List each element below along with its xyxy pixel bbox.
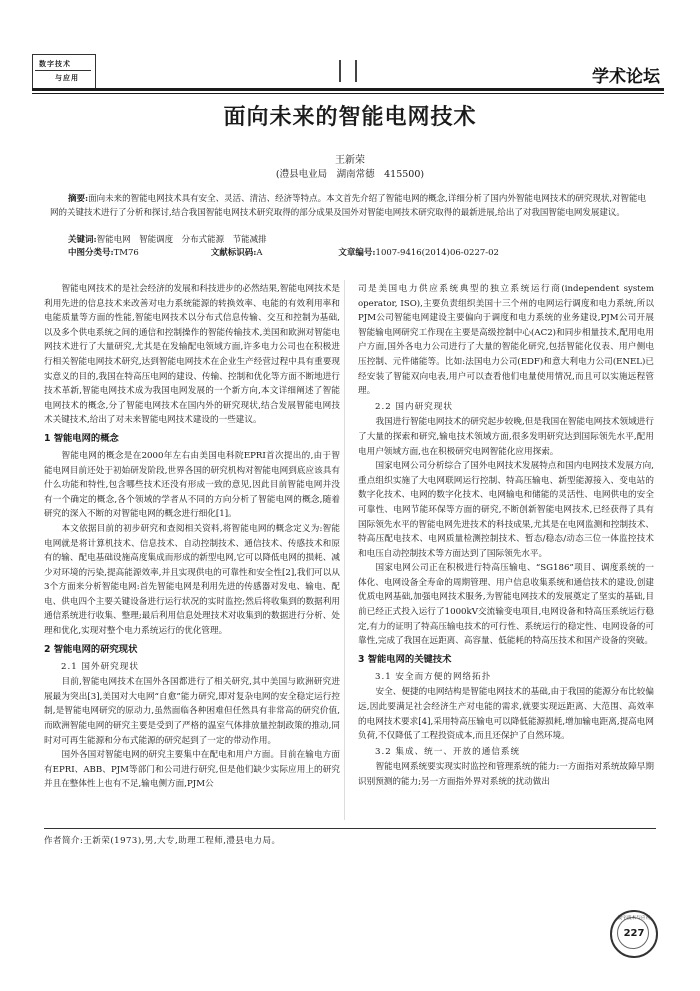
paragraph: 智能电网系统要实现实时监控和管理系统的能力:一方面指对系统故障早期识别预测的能力;另一方面指外界对系统的扰动做出 bbox=[358, 762, 654, 787]
right-column bbox=[358, 282, 654, 790]
paragraph: 目前,智能电网技术在国外各国都进行了相关研究,其中美国与欧洲研究进展最为突出[3],美国对大电网“自愈”能力研究,即对复杂电网的安全稳定运行控制,是智能电网研究的原动力,虽然面临各种困难但任然具有非常高的研究价值,而欧洲智能电网的研究主要是受到了严格的温室气体排放量控制政策的推动,同时对可再生能源和分布式能源的研究起到了一定的带动作用。 bbox=[44, 677, 340, 746]
header-bar-1 bbox=[339, 60, 341, 82]
section-heading-3: 3 智能电网的关键技术 bbox=[358, 653, 452, 665]
paragraph: 安全、便捷的电网结构是智能电网技术的基础,由于我国的能源分布比较偏远,因此要满足社会经济生产对电能的需求,就要实现远距离、大范围、高效率的电网技术要求[4],采用特高压输电可以降低能源损耗,增加输电距离,提高电网负荷,不仅降低了工程投资成本,而且还保护了自然环境。 bbox=[358, 687, 654, 742]
logo-line1: 数字技术 bbox=[39, 59, 71, 68]
abstract-text: 面向未来的智能电网技术具有安全、灵活、清洁、经济等特点。本文首先介绍了智能电网的概念,详细分析了国内外智能电网技术的研究现状,对智能电网的关键技术进行了分析和探讨,结合我国智能电网技术研究取得的部分成果及国外对智能电网技术研究取得的最新进展,给出了对我国智能电网发展建议。 bbox=[50, 194, 647, 218]
header-rule bbox=[32, 88, 664, 91]
journal-logo bbox=[32, 54, 96, 90]
section-label: 学术论坛 bbox=[592, 67, 660, 87]
article-meta bbox=[68, 246, 628, 258]
author: 王新荣 bbox=[335, 155, 365, 166]
header-rule-thin bbox=[32, 93, 664, 94]
keywords-label: 关键词: bbox=[68, 235, 97, 245]
paper-title: 面向未来的智能电网技术 bbox=[223, 104, 477, 130]
clc-label: 中图分类号: bbox=[68, 248, 114, 258]
paragraph: 智能电网的概念是在2000年左右由美国电科院EPRI首次提出的,由于智能电网目前还处于初始研发阶段,世界各国的研究机构对智能电网到底应该具有什么功能和特性,包含哪些技术还没有形成一致的意见,因此目前智能电网并没有一个确定的概念,各个领域的学者从不同的方向分析了智能电网的概念,随着研究的深入不断的对智能电网的概念进行细化[1]。 bbox=[44, 450, 340, 520]
keywords-text: 智能电网 智能调度 分布式能源 节能减排 bbox=[96, 235, 267, 245]
subsection-heading-3-2: 3.2 集成、统一、开放的通信系统 bbox=[375, 746, 521, 757]
article-number-value: 1007-9416(2014)06-0227-02 bbox=[375, 248, 499, 258]
subsection-heading-3-1: 3.1 安全而方便的网络拓扑 bbox=[375, 671, 492, 682]
section-heading-2: 2 智能电网的研究现状 bbox=[44, 643, 138, 655]
keywords bbox=[68, 233, 267, 245]
affiliation: (澧县电业局 湖南常德 415500) bbox=[275, 169, 425, 180]
page-number-badge bbox=[610, 910, 658, 958]
doc-code-value: A bbox=[256, 248, 263, 258]
page-number: 227 bbox=[623, 928, 645, 939]
logo-line2: 与应用 bbox=[55, 73, 79, 82]
paragraph: 国外各国对智能电网的研究主要集中在配电和用户方面。目前在输电方面有EPRI、ABB、PJM等部门和公司进行研究,但是他们缺少实际应用上的研究并且在整体性上也有不足,输电侧方面,PJM公 bbox=[44, 750, 340, 790]
doc-code-label: 文献标识码: bbox=[210, 248, 257, 258]
badge-ring-text: 数字技术与应用 bbox=[617, 916, 651, 921]
abstract-label: 摘要: bbox=[68, 194, 89, 204]
footnote-rule bbox=[44, 828, 656, 829]
paragraph: 国家电网公司分析综合了国外电网技术发展特点和国内电网技术发展方向,重点组织实施了大电网联网运行控制、特高压输电、新型能源接入、变电站的数字化技术、电网的数字化技术、电网输电和储能的灵活性、电网供电的安全可靠性、电网节能环保等方面的研究,不断创新智能电网技术,已经获得了具有国际领先水平的智能电网先进技术的科技成果,尤其是在电网监测和控制技术、特高压配电技术、电网质量检测控制技术、暂态/稳态/动态三位一体监控技术和电压自动控制技术等方面达到了国际领先水平。 bbox=[358, 461, 654, 559]
column-divider bbox=[344, 280, 345, 820]
article-number-label: 文章编号: bbox=[338, 248, 376, 258]
paragraph: 本文依据目前的初步研究和查阅相关资料,将智能电网的概念定义为:智能电网就是将计算机技术、信息技术、自动控制技术、通信技术、传感技术和原有的输、配电基础设施高度集成而形成的新型电网,它可以降低电网的损耗、减少对环境的污染,提高能源效率,并且实现供电的可靠性和安全性[2],我们可以从3个方面来分析智能电网:首先智能电网是利用先进的传感器对发电、输电、配电、供电四个主要关键设备进行运行状况的实时监控;然后将收集到的数据利用通信系统进行收集、整理;最后利用信息处理技术对收集到的数据进行分析、处理和优化,实现对整个电力系统运行的优化管理。 bbox=[44, 523, 340, 637]
paragraph: 司是美国电力供应系统典型的独立系统运行商(independent system operator, ISO),主要负责组织美国十三个州的电网运行调度和电力系统,所以PJM公司智能电网建设主要偏向于调度和电力系统的业务建设,PJM公司开展智能输电网研究工作现在主要是高级控制中心(AC2)和同步相量技术,配用电用户方面,国外各电力公司进行了大量的智能化研究,包括智能化仪表、用户侧电压控制、元件储能等。比如:法国电力公司(EDF)和意大利电力公司(ENEL)已经安装了智能双向电表,用户可以查看他们电量使用情况,而且可以实施远程管理。 bbox=[358, 284, 654, 397]
paragraph: 智能电网技术的是社会经济的发展和科技进步的必然结果,智能电网技术是利用先进的信息技术来改善对电力系统能源的转换效率、电能的有效利用率和电能质量等方面的性能,智能电网技术以分布式信息传输、交互和控制为基础,以及多个供电系统之间的通信和控制操作的智能传输技术,美国和欧洲对智能电网技术进行了大量研究,尤其是在发输配电领域方面,许多电力公司也在积极进行相关智能电网技术研究,达到智能电网技术在企业生产经营过程中具有重要现实意义的目的,我国在特高压电网的建设、传输、控制和优化等方面不断地进行技术革新,智能电网技术成为我国电网发展的一个新方向,本文详细阐述了智能电网技术的概念,分了智能电网技术在国内外的研究现状,结合发展智能电网技术关键技术,给出了对未来智能电网技术建设的一些建议。 bbox=[44, 284, 340, 426]
header-bar-2 bbox=[355, 60, 357, 82]
paragraph: 国家电网公司正在积极进行特高压输电、“SG186”项目、调度系统的一体化、电网设备全寿命的周期管理、用户信息收集系统和通信技术的建设,创建优质电网基础,加强电网技术服务,为智能电网技术的发展奠定了坚实的基础,目前已经正式投入运行了1000kV交流输变电项目,电网设备和特高压系统运行稳定,有力的证明了特高压输电技术的可行性、系统运行的稳定性、电网设备的可靠性,完成了我国在远距离、高容量、低能耗的特高压技术和国产设备的突破。 bbox=[358, 563, 654, 647]
left-column bbox=[44, 282, 340, 792]
paragraph: 我国进行智能电网技术的研究起步较晚,但是我国在智能电网技术领域进行了大量的探索和研究,输电技术领域方面,很多发明研究达到国际领先水平,配用电用户领域方面,也在积极研究电网智能化应用探索。 bbox=[358, 417, 654, 457]
clc-value: TM76 bbox=[113, 248, 139, 258]
subsection-heading-2-2: 2.2 国内研究现状 bbox=[375, 401, 453, 412]
abstract bbox=[50, 193, 650, 220]
subsection-heading-2-1: 2.1 国外研究现状 bbox=[61, 661, 139, 672]
section-heading-1: 1 智能电网的概念 bbox=[44, 432, 119, 444]
author-footnote: 作者简介:王新荣(1973),男,大专,助理工程师,澧县电力局。 bbox=[44, 836, 281, 846]
